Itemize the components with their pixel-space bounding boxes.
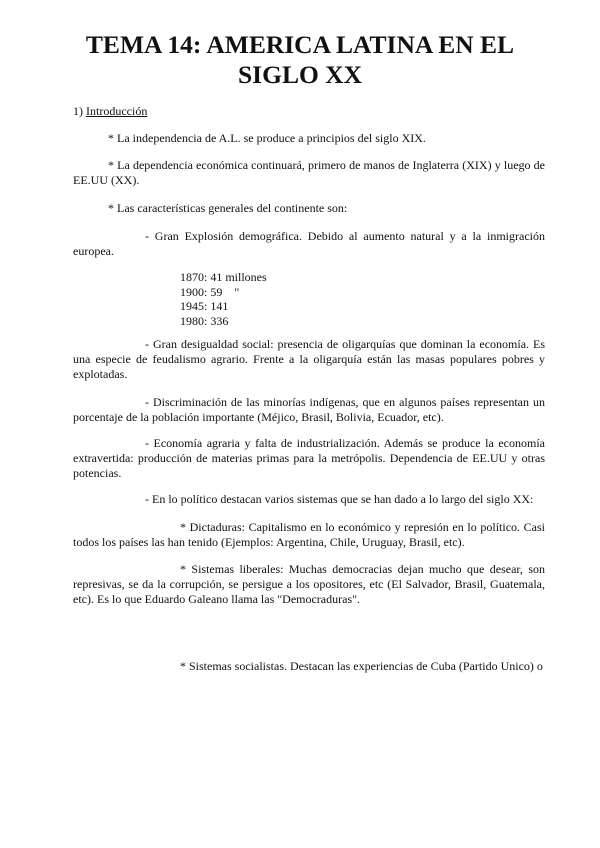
title-line-1: TEMA 14: AMERICA LATINA EN EL	[85, 30, 515, 59]
document-title	[60, 30, 540, 90]
population-row: 1870: 41 millones	[180, 270, 267, 284]
feature-discriminacion: - Discriminación de las minorías indígenas, que en algunos países representan un porcentaje de la población importante (Méjico, Brasil, Bolivia, Ecuador, etc).	[73, 395, 545, 424]
paragraph-caracteristicas: * Las características generales del continente son:	[108, 201, 348, 215]
population-row: 1900: 59 "	[180, 284, 240, 299]
section-number: 1)	[73, 104, 86, 118]
paragraph-independencia: * La independencia de A.L. se produce a principios del siglo XIX.	[108, 131, 426, 145]
section-heading	[73, 104, 545, 119]
paragraph-dependencia: * La dependencia económica continuará, primero de manos de Inglaterra (XIX) y luego de EE.UU (XX).	[73, 158, 545, 187]
title-line-2: SIGLO XX	[238, 60, 362, 89]
system-dictaduras: * Dictaduras: Capitalismo en lo económico y represión en lo político. Casi todos los países las han tenido (Ejemplos: Argentina, Chile, Uruguay, Brasil, etc).	[73, 520, 545, 549]
feature-desigualdad: - Gran desigualdad social: presencia de oligarquías que dominan la economía. Es una especie de feudalismo agrario. Frente a la oligarquía están las masas populares pobres y explotadas.	[73, 337, 545, 381]
system-socialistas: * Sistemas socialistas. Destacan las experiencias de Cuba (Partido Unico) o	[180, 659, 543, 673]
population-list	[180, 270, 380, 328]
feature-explosion: - Gran Explosión demográfica. Debido al aumento natural y a la inmigración europea.	[73, 229, 545, 258]
section-title: Introducción	[86, 104, 148, 118]
population-row: 1980: 336	[180, 313, 229, 328]
feature-economia: - Economía agraria y falta de industrialización. Además se produce la economía extravertida: producción de materias primas para la metrópolis. Dependencia de EE.UU y otras potencias.	[73, 436, 545, 480]
feature-politico: - En lo político destacan varios sistemas que se han dado a lo largo del siglo XX:	[145, 492, 534, 506]
population-row: 1945: 141	[180, 299, 229, 313]
system-liberales: * Sistemas liberales: Muchas democracias dejan mucho que desear, son represivas, se da la corrupción, se persigue a los opositores, etc (El Salvador, Brasil, Guatemala, etc). Es lo que Eduardo Galeano llama las "Democraduras".	[73, 562, 545, 606]
